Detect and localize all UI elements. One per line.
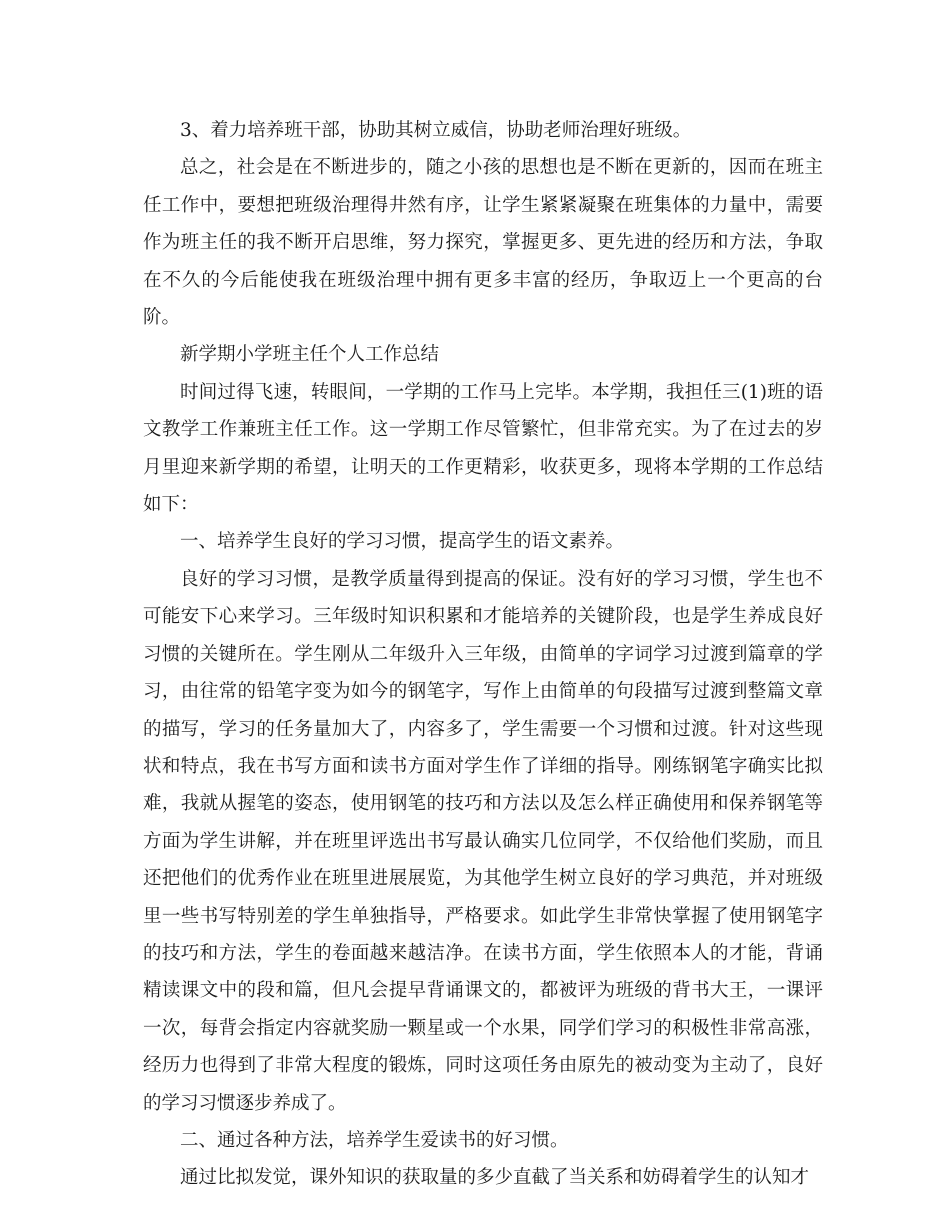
section-title: 新学期小学班主任个人工作总结 (180, 344, 440, 366)
paragraph-reading-habits: 通过比拟发觉，课外知识的获取量的多少直截了当关系和妨碍着学生的认知才 (180, 1167, 810, 1189)
heading-part-2: 二、通过各种方法，培养学生爱读书的好习惯。 (180, 1129, 569, 1151)
paragraph-intro: 时间过得飞速，转眼间，一学期的工作马上完毕。本学期，我担任三(1)班的语文教学工作兼班主任工作。这一学期工作尽管繁忙，但非常充实。为了在过去的岁月里迎来新学期的希望，让明天的工作更精彩，收获更多，现将本学期的工作总结如下： (143, 381, 823, 516)
paragraph-conclusion: 总之，社会是在不断进步的，随之小孩的思想也是不断在更新的，因而在班主任工作中，要想把班级治理得井然有序，让学生紧紧凝聚在班集体的力量中，需要作为班主任的我不断开启思维，努力探究，掌握更多、更先进的经历和方法，争取在不久的今后能使我在班级治理中拥有更多丰富的经历，争取迈上一个更高的台阶。 (143, 157, 823, 329)
paragraph-item-3: 3、着力培养班干部，协助其树立威信，协助老师治理好班级。 (180, 120, 692, 141)
document-body (143, 112, 823, 1197)
heading-part-1: 一、培养学生良好的学习习惯，提高学生的语文素养。 (180, 531, 625, 553)
paragraph-study-habits: 良好的学习习惯，是教学质量得到提高的保证。没有好的学习习惯，学生也不可能安下心来学习。三年级时知识积累和才能培养的关键阶段，也是学生养成良好习惯的关键所在。学生刚从二年级升入三年级，由简单的字词学习过渡到篇章的学习，由往常的铅笔字变为如今的钢笔字，写作上由简单的句段描写过渡到整篇文章的描写，学习的任务量加大了，内容多了，学生需要一个习惯和过渡。针对这些现状和特点，我在书写方面和读书方面对学生作了详细的指导。刚练钢笔字确实比拟难，我就从握笔的姿态，使用钢笔的技巧和方法以及怎么样正确使用和保养钢笔等方面为学生讲解，并在班里评选出书写最认确实几位同学，不仅给他们奖励，而且还把他们的优秀作业在班里进展展览，为其他学生树立良好的学习典范，并对班级里一些书写特别差的学生单独指导，严格要求。如此学生非常快掌握了使用钢笔字的技巧和方法，学生的卷面越来越洁净。在读书方面，学生依照本人的才能，背诵精读课文中的段和篇，但凡会提早背诵课文的，都被评为班级的背书大王，一课评一次，每背会指定内容就奖励一颗星或一个水果，同学们学习的积极性非常高涨，经历力也得到了非常大程度的锻炼，同时这项任务由原先的被动变为主动了，良好的学习习惯逐步养成了。 (143, 568, 823, 1114)
